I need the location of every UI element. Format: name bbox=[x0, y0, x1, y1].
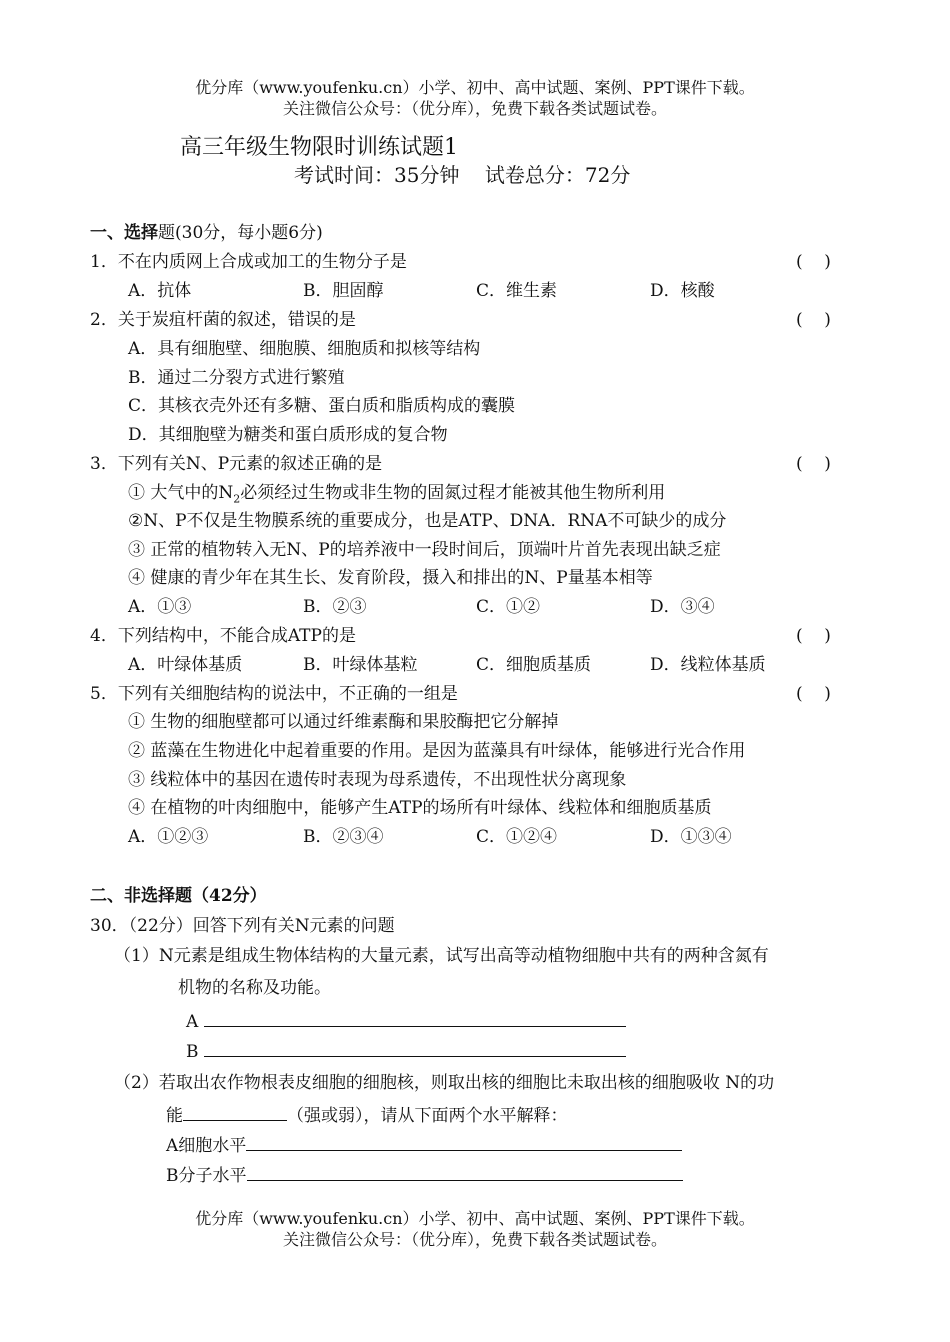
q30-molecule-level-row bbox=[166, 1164, 683, 1187]
q4-option-d: D．线粒体基质 bbox=[650, 655, 766, 675]
q30-part2-line2-b: （强或弱），请从下面两个水平解释： bbox=[287, 1106, 568, 1126]
q1-answer-bracket: ( ) bbox=[796, 252, 831, 272]
header-line-2: 关注微信公众号：（优分库），免费下载各类试题试卷。 bbox=[282, 99, 667, 118]
q2-option-a: A．具有细胞壁、细胞膜、细胞质和拟核等结构 bbox=[128, 339, 481, 359]
q3-option-c: C．①② bbox=[476, 597, 541, 617]
q3-statement-4: ④ 健康的青少年在其生长、发育阶段，摄入和排出的N、P量基本相等 bbox=[128, 568, 653, 588]
footer-line-2: 关注微信公众号：（优分库），免费下载各类试题试卷。 bbox=[282, 1230, 667, 1249]
q3-statement-3: ③ 正常的植物转入无N、P的培养液中一段时间后，顶端叶片首先表现出缺乏症 bbox=[128, 540, 721, 560]
q4-stem: 4．下列结构中，不能合成ATP的是 bbox=[90, 626, 356, 646]
q30-blank-b-label: B bbox=[186, 1042, 199, 1062]
q30-part1-line2: 机物的名称及功能。 bbox=[178, 978, 331, 998]
q5-statement-1: ① 生物的细胞壁都可以通过纤维素酶和果胶酶把它分解掉 bbox=[128, 712, 559, 732]
q5-statement-3: ③ 线粒体中的基因在遗传时表现为母系遗传，不出现性状分离现象 bbox=[128, 770, 627, 790]
q1-stem: 1．不在内质网上合成或加工的生物分子是 bbox=[90, 252, 407, 272]
q5-option-c: C．①②④ bbox=[476, 827, 558, 847]
q3-stem: 3．下列有关N、P元素的叙述正确的是 bbox=[90, 454, 383, 474]
q4-option-a: A．叶绿体基质 bbox=[128, 655, 243, 675]
q3-option-a: A．①③ bbox=[128, 597, 192, 617]
q5-statement-4: ④ 在植物的叶肉细胞中，能够产生ATP的场所有叶绿体、线粒体和细胞质基质 bbox=[128, 798, 712, 818]
q1-option-b: B．胆固醇 bbox=[303, 281, 384, 301]
q30-part2-line1: （2）若取出农作物根表皮细胞的细胞核，则取出核的细胞比未取出核的细胞吸收 N的功 bbox=[114, 1073, 775, 1093]
q3-statement-2: ②N、P不仅是生物膜系统的重要成分，也是ATP、DNA．RNA不可缺少的成分 bbox=[128, 511, 727, 531]
q30-part2-line2-a: 能 bbox=[166, 1106, 183, 1126]
section-1-heading bbox=[90, 222, 323, 244]
section-1-heading-rest: 题(30分，每小题6分) bbox=[158, 223, 323, 243]
q30-blank-b-row bbox=[186, 1040, 626, 1063]
q30-cell-level-row bbox=[166, 1134, 682, 1157]
section-1-heading-bold: 一、选择 bbox=[90, 223, 158, 243]
q30-blank-a-label: A bbox=[186, 1012, 199, 1032]
q30-molecule-level-label: B分子水平 bbox=[166, 1166, 247, 1186]
q30-blank-b-line[interactable] bbox=[204, 1040, 626, 1057]
q30-blank-a-line[interactable] bbox=[204, 1010, 626, 1027]
q2-option-b: B．通过二分裂方式进行繁殖 bbox=[128, 368, 345, 388]
q5-option-d: D．①③④ bbox=[650, 827, 732, 847]
q5-stem: 5．下列有关细胞结构的说法中，不正确的一组是 bbox=[90, 684, 458, 704]
q5-answer-bracket: ( ) bbox=[796, 684, 831, 704]
q30-blank-a-row bbox=[186, 1010, 626, 1033]
q2-option-c: C．其核衣壳外还有多糖、蛋白质和脂质构成的囊膜 bbox=[128, 396, 516, 416]
q5-option-b: B．②③④ bbox=[303, 827, 384, 847]
footer-line-1: 优分库（www.youfenku.cn）小学、初中、高中试题、案例、PPT课件下载。 bbox=[195, 1209, 755, 1228]
q4-answer-bracket: ( ) bbox=[796, 626, 831, 646]
q3-answer-bracket: ( ) bbox=[796, 454, 831, 474]
q3-statement-1-b: 必须经过生物或非生物的固氮过程才能被其他生物所利用 bbox=[240, 483, 666, 503]
q30-molecule-level-line[interactable] bbox=[247, 1164, 683, 1181]
q1-option-a: A．抗体 bbox=[128, 281, 192, 301]
page-subtitle: 考试时间：35分钟 试卷总分：72分 bbox=[294, 163, 631, 187]
q2-option-d: D．其细胞壁为糖类和蛋白质形成的复合物 bbox=[128, 425, 448, 445]
q2-stem: 2．关于炭疽杆菌的叙述，错误的是 bbox=[90, 310, 356, 330]
q30-cell-level-label: A细胞水平 bbox=[166, 1136, 247, 1156]
q30-cell-level-line[interactable] bbox=[246, 1134, 682, 1151]
q3-statement-1 bbox=[128, 482, 665, 510]
q30-stem: 30．（22分）回答下列有关N元素的问题 bbox=[90, 916, 395, 936]
q30-part2-line2 bbox=[166, 1104, 568, 1127]
q3-statement-1-a: ① 大气中的N bbox=[128, 483, 234, 503]
q1-option-d: D．核酸 bbox=[650, 281, 715, 301]
q30-strength-blank[interactable] bbox=[183, 1104, 287, 1121]
header-line-1: 优分库（www.youfenku.cn）小学、初中、高中试题、案例、PPT课件下载。 bbox=[195, 78, 755, 97]
section-2-heading: 二、非选择题（42分） bbox=[90, 886, 267, 906]
q4-option-c: C．细胞质基质 bbox=[476, 655, 592, 675]
q4-option-b: B．叶绿体基粒 bbox=[303, 655, 418, 675]
q1-option-c: C．维生素 bbox=[476, 281, 558, 301]
q5-statement-2: ② 蓝藻在生物进化中起着重要的作用。是因为蓝藻具有叶绿体，能够进行光合作用 bbox=[128, 741, 746, 761]
q3-statement-1-sub: 2 bbox=[233, 492, 241, 506]
page-title: 高三年级生物限时训练试题1 bbox=[180, 135, 458, 160]
q5-option-a: A．①②③ bbox=[128, 827, 209, 847]
q3-option-b: B．②③ bbox=[303, 597, 367, 617]
q30-part1-line1: （1）N元素是组成生物体结构的大量元素，试写出高等动植物细胞中共有的两种含氮有 bbox=[114, 946, 769, 966]
q3-option-d: D．③④ bbox=[650, 597, 715, 617]
q2-answer-bracket: ( ) bbox=[796, 310, 831, 330]
